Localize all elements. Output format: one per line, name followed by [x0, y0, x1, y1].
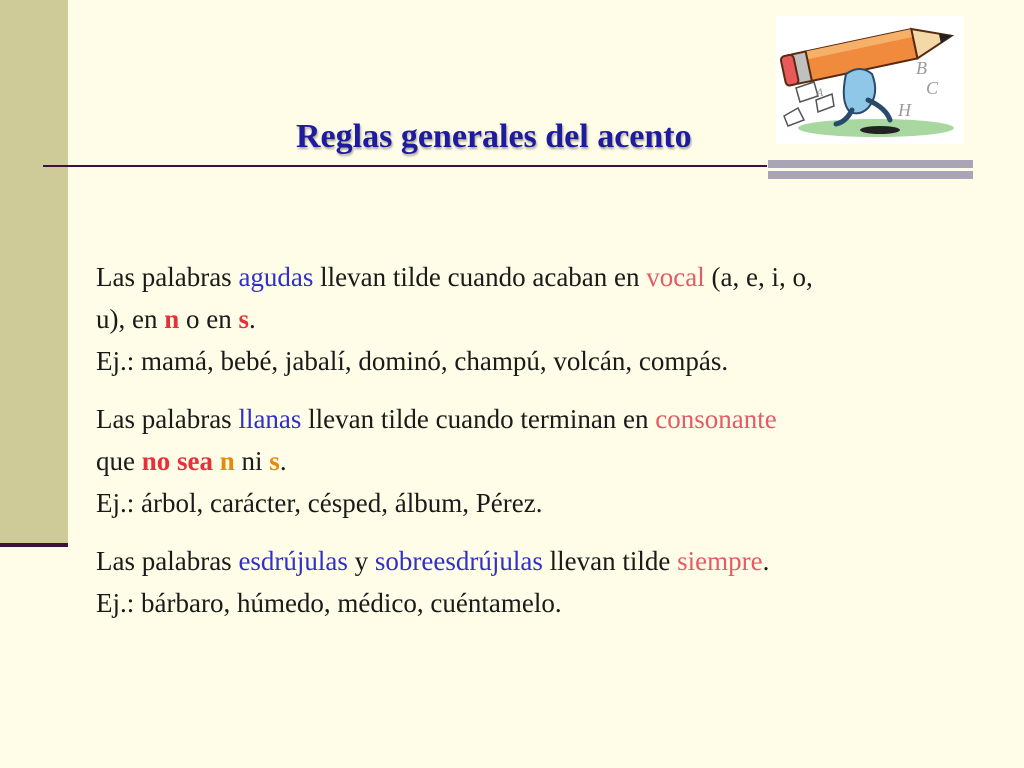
term-vocal: vocal	[646, 262, 705, 292]
rules-content	[96, 256, 996, 640]
svg-text:B: B	[916, 58, 927, 78]
svg-text:A: A	[816, 85, 824, 99]
rule-llanas-line1: Las palabras llanas llevan tilde cuando terminan en consonante	[96, 404, 777, 434]
term-n: n	[219, 446, 235, 476]
term-s: s	[269, 446, 280, 476]
rule-agudas-line2: u), en n o en s.	[96, 304, 256, 334]
rule-agudas-example: Ej.: mamá, bebé, jabalí, dominó, champú, volcán, compás.	[96, 346, 729, 376]
term-consonante: consonante	[655, 404, 777, 434]
left-accent-band	[0, 0, 68, 545]
slide-title: Reglas generales del acento	[296, 118, 692, 155]
term-esdrujulas: esdrújulas	[238, 546, 348, 576]
rule-agudas	[96, 256, 996, 382]
svg-text:C: C	[926, 78, 939, 98]
pencil-runner-icon	[776, 16, 964, 144]
rule-esdrujulas	[96, 540, 996, 624]
rule-esdrujulas-example: Ej.: bárbaro, húmedo, médico, cuéntamelo.	[96, 588, 562, 618]
left-accent-mark	[0, 543, 68, 547]
rule-llanas	[96, 398, 996, 524]
term-s: s	[238, 304, 250, 334]
term-n: n	[164, 304, 180, 334]
term-no-sea: no sea	[141, 446, 213, 476]
rule-esdrujulas-line1: Las palabras esdrújulas y sobreesdrújulas llevan tilde siempre.	[96, 546, 770, 576]
rule-agudas-line1: Las palabras agudas llevan tilde cuando acaban en vocal (a, e, i, o,	[96, 262, 813, 292]
term-llanas: llanas	[238, 404, 302, 434]
rule-llanas-example: Ej.: árbol, carácter, césped, álbum, Pérez.	[96, 488, 543, 518]
term-agudas: agudas	[238, 262, 314, 292]
decorative-bars	[768, 160, 973, 180]
svg-text:H: H	[898, 100, 911, 120]
rule-llanas-line2: que no sea n ni s.	[96, 446, 287, 476]
title-divider	[43, 165, 767, 167]
term-sobreesdrujulas: sobreesdrújulas	[374, 546, 543, 576]
term-siempre: siempre	[677, 546, 763, 576]
